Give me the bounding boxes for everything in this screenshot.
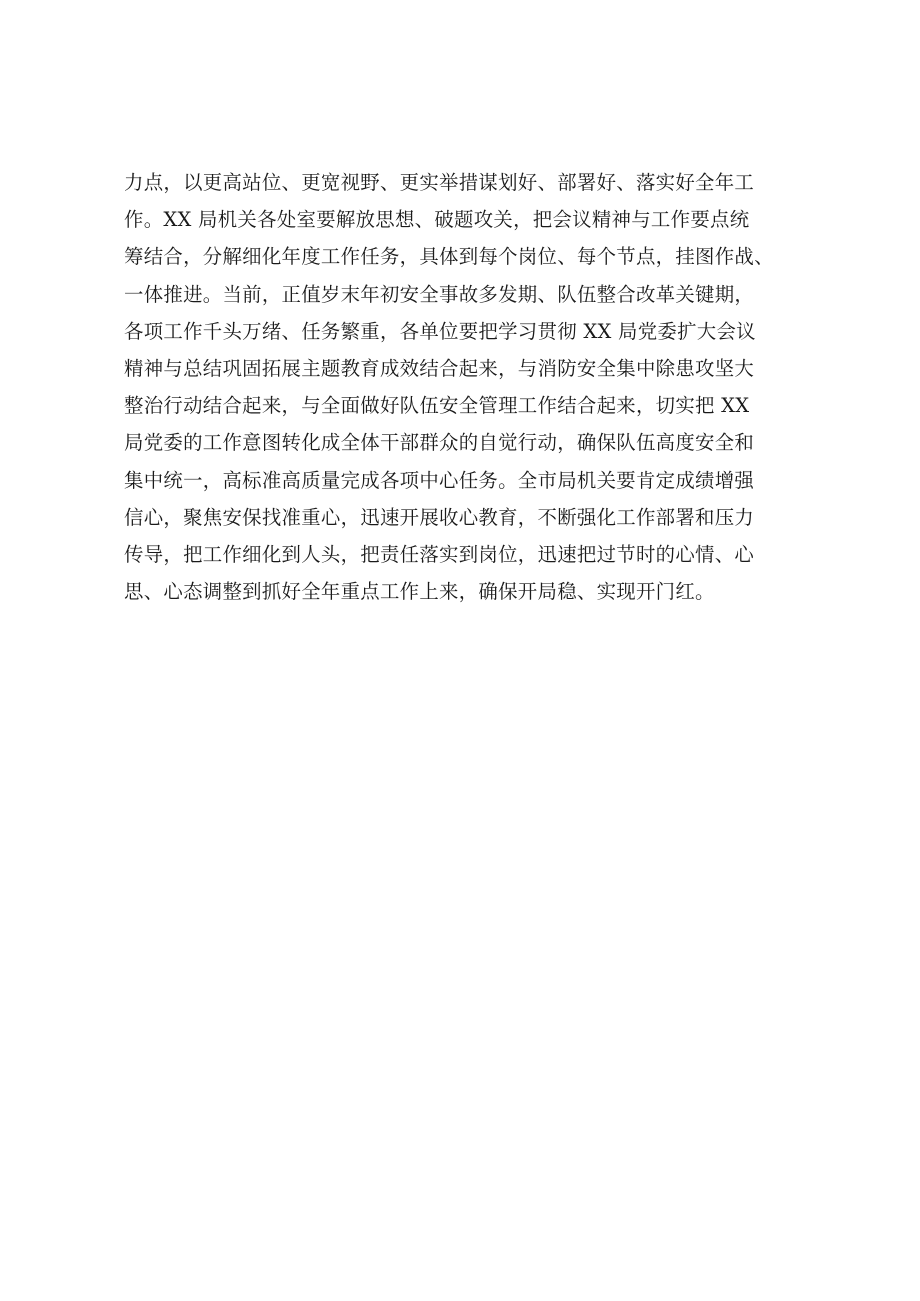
paragraph-line: 一体推进。当前，正值岁末年初安全事故多发期、队伍整合改革关键期， (124, 282, 755, 306)
paragraph-line: 思、心态调整到抓好全年重点工作上来，确保开局稳、实现开门红。 (124, 580, 715, 604)
paragraph-line: 集中统一，高标准高质量完成各项中心任务。全市局机关要肯定成绩增强 (124, 468, 755, 492)
paragraph-line: 各项工作千头万绪、任务繁重，各单位要把学习贯彻 XX 局党委扩大会议 (124, 319, 756, 343)
paragraph-line: 局党委的工作意图转化成全体干部群众的自觉行动，确保队伍高度安全和 (124, 431, 755, 455)
paragraph-line: 作。XX 局机关各处室要解放思想、破题攻关，把会议精神与工作要点统 (124, 208, 750, 232)
body-paragraph (124, 164, 844, 610)
paragraph-line: 信心，聚焦安保找准重心，迅速开展收心教育，不断强化工作部署和压力 (124, 505, 755, 529)
paragraph-line: 力点，以更高站位、更宽视野、更实举措谋划好、部署好、落实好全年工 (124, 171, 755, 194)
paragraph-line: 传导，把工作细化到人头，把责任落实到岗位，迅速把过节时的心情、心 (124, 542, 755, 566)
paragraph-line: 精神与总结巩固拓展主题教育成效结合起来，与消防安全集中除患攻坚大 (124, 356, 755, 380)
paragraph-line: 筹结合，分解细化年度工作任务，具体到每个岗位、每个节点，挂图作战、 (124, 245, 774, 269)
paragraph-line: 整治行动结合起来，与全面做好队伍安全管理工作结合起来，切实把 XX (124, 394, 750, 418)
